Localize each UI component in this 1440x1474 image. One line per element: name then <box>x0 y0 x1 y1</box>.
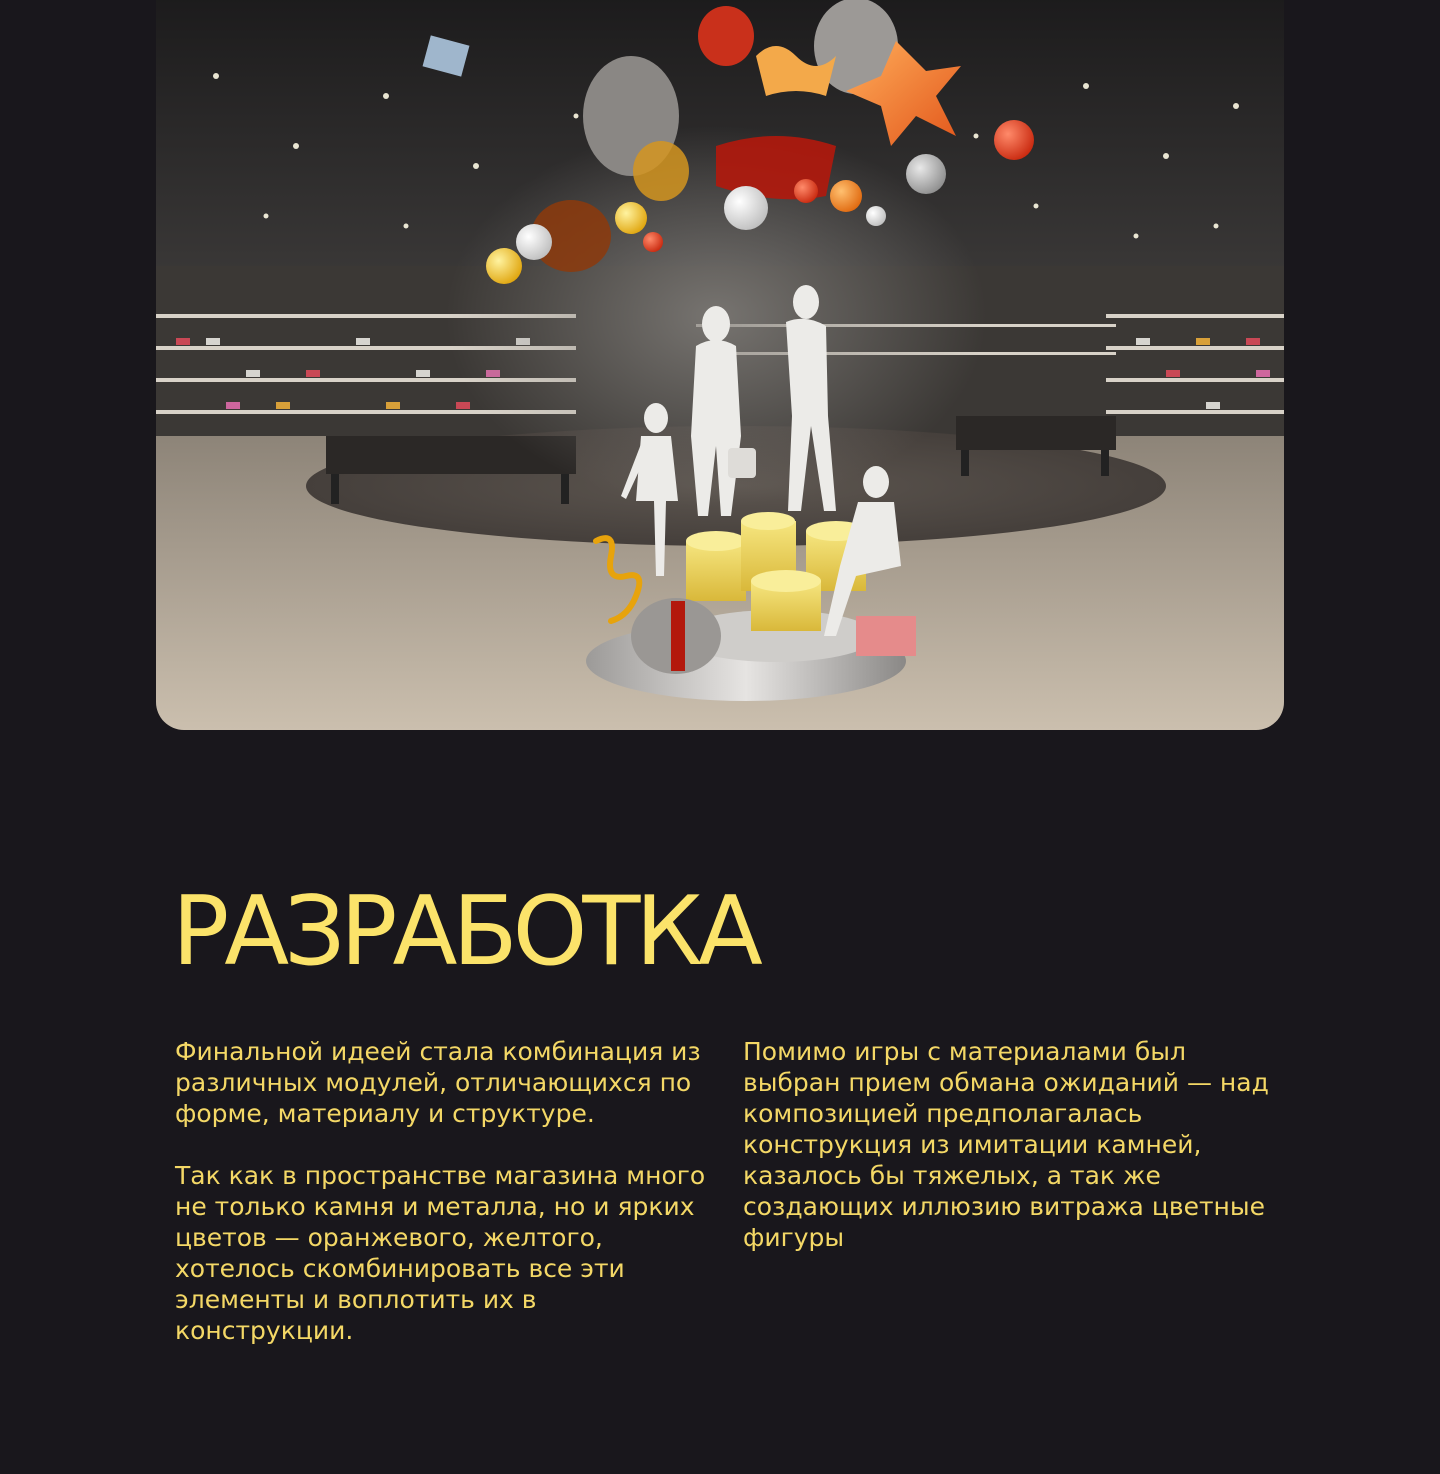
paragraph: Финальной идеей стала комбинация из различных модулей, отличающихся по форме, материалу и структуре. <box>175 1037 701 1128</box>
text-column-left <box>175 1036 715 1377</box>
paragraph: Так как в пространстве магазина много не только камня и металла, но и ярких цветов — оранжевого, желтого, хотелось скомбинировать все эти элементы и воплотить их в конструкции. <box>175 1161 706 1345</box>
store-render-illustration <box>156 0 1284 730</box>
hero-image-store-render <box>156 0 1284 730</box>
paragraph: Помимо игры с материалами был выбран прием обмана ожиданий — над композицией предполагалась конструкция из имитации камней, казалось бы тяжелых, а так же создающих иллюзию витража цветные фигуры <box>743 1037 1269 1252</box>
section-heading: разработка <box>172 839 758 997</box>
text-column-right <box>743 1036 1283 1284</box>
